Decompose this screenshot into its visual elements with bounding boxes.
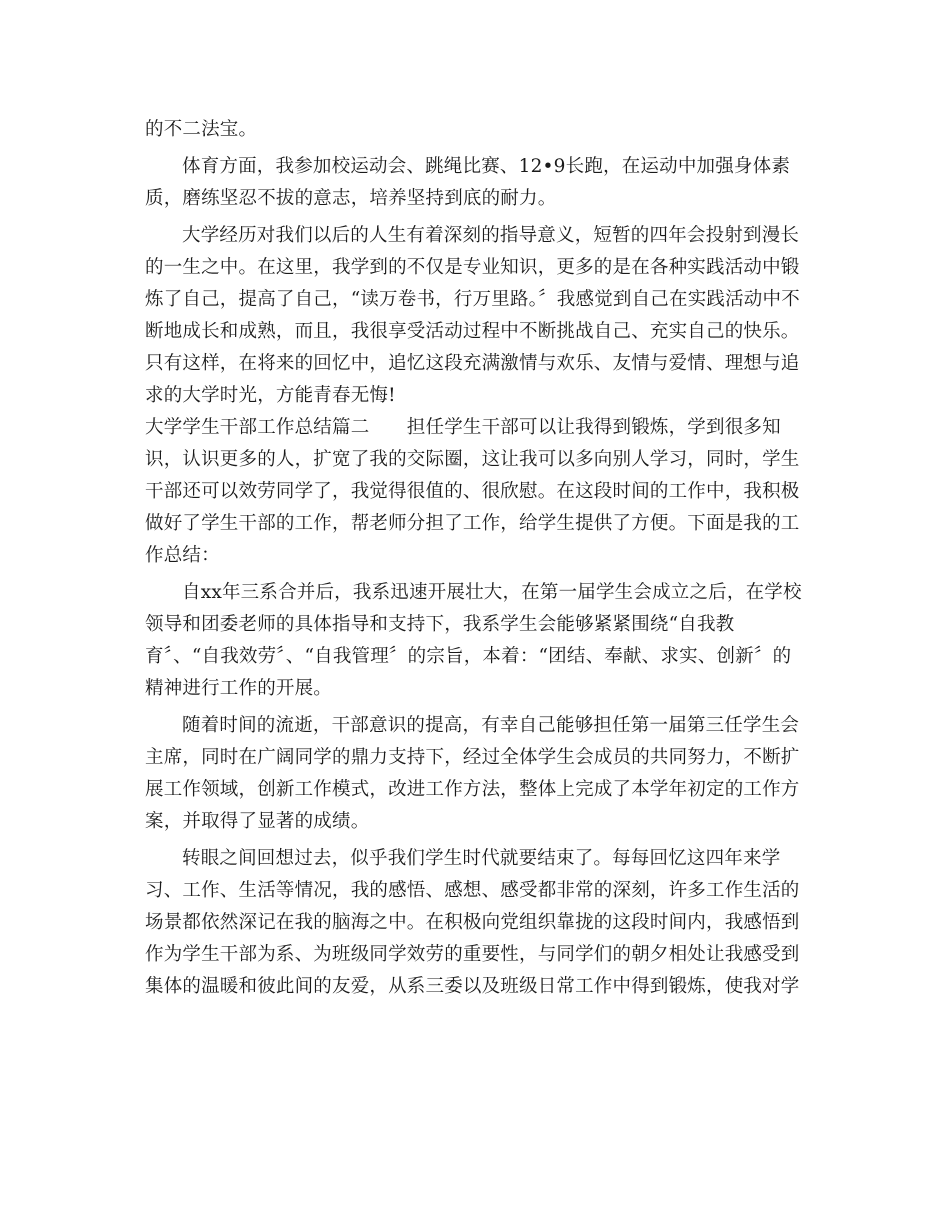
text-line: 领导和团委老师的具体指导和支持下，我系学生会能够紧紧围绕“自我教 bbox=[145, 614, 735, 635]
text-line: 求的大学时光，方能青春无悔! bbox=[145, 385, 396, 406]
paragraph-start: 随着时间的流逝，干部意识的提高，有幸自己能够担任第一届第三任学生会 bbox=[182, 715, 800, 736]
text-line: 集体的温暖和彼此间的友爱，从系三委以及班级日常工作中得到锻炼，使我对学 bbox=[145, 976, 800, 997]
document-body bbox=[145, 114, 805, 1003]
text-line: 干部还可以效劳同学了，我觉得很值的、很欣慰。在这段时间的工作中，我积极 bbox=[145, 481, 800, 502]
text-line: 质，磨练坚忍不拔的意志，培养坚持到底的耐力。 bbox=[145, 188, 557, 209]
text-line: 主席，同时在广阔同学的鼎力支持下，经过全体学生会成员的共同努力，不断扩 bbox=[145, 747, 800, 768]
text-line: 习、工作、生活等情况，我的感悟、感想、感受都非常的深刻，许多工作生活的 bbox=[145, 880, 800, 901]
text-line: 的不二法宝。 bbox=[145, 119, 258, 140]
text-line: 案，并取得了显著的成绩。 bbox=[145, 811, 370, 832]
text-line: 育〞、“自我效劳〞、“自我管理〞的宗旨，本着：“团结、奉献、求实、创新〞的 bbox=[145, 646, 792, 667]
text-line: 场景都依然深记在我的脑海之中。在积极向党组织靠拢的这段时间内，我感悟到 bbox=[145, 912, 800, 933]
text-line: 识，认识更多的人，扩宽了我的交际圈，这让我可以多向别人学习，同时，学生 bbox=[145, 449, 800, 470]
text-line: 作总结： bbox=[145, 545, 220, 566]
text-line: 作为学生干部为系、为班级同学效劳的重要性，与同学们的朝夕相处让我感受到 bbox=[145, 944, 800, 965]
section-heading-line: 大学学生干部工作总结篇二 担任学生干部可以让我得到锻炼，学到很多知 bbox=[145, 417, 781, 438]
paragraph-start: 转眼之间回想过去，似乎我们学生时代就要结束了。每每回忆这四年来学 bbox=[182, 848, 781, 869]
paragraph-start: 自xx年三系合并后，我系迅速开展壮大，在第一届学生会成立之后，在学校 bbox=[182, 582, 802, 603]
paragraph-start: 体育方面，我参加校运动会、跳绳比赛、12•9长跑，在运动中加强身体素 bbox=[182, 156, 791, 177]
text-line: 只有这样，在将来的回忆中，追忆这段充满激情与欢乐、友情与爱情、理想与追 bbox=[145, 353, 800, 374]
text-line: 炼了自己，提高了自己，“读万卷书，行万里路。〞我感觉到自己在实践活动中不 bbox=[145, 289, 800, 310]
text-line: 精神进行工作的开展。 bbox=[145, 678, 333, 699]
text-line: 断地成长和成熟，而且，我很享受活动过程中不断挑战自己、充实自己的快乐。 bbox=[145, 321, 800, 342]
text-line: 展工作领域，创新工作模式，改进工作方法，整体上完成了本学年初定的工作方 bbox=[145, 779, 800, 800]
text-line: 的一生之中。在这里，我学到的不仅是专业知识，更多的是在各种实践活动中锻 bbox=[145, 257, 800, 278]
text-line: 做好了学生干部的工作，帮老师分担了工作，给学生提供了方便。下面是我的工 bbox=[145, 513, 800, 534]
paragraph-start: 大学经历对我们以后的人生有着深刻的指导意义，短暂的四年会投射到漫长 bbox=[182, 225, 800, 246]
